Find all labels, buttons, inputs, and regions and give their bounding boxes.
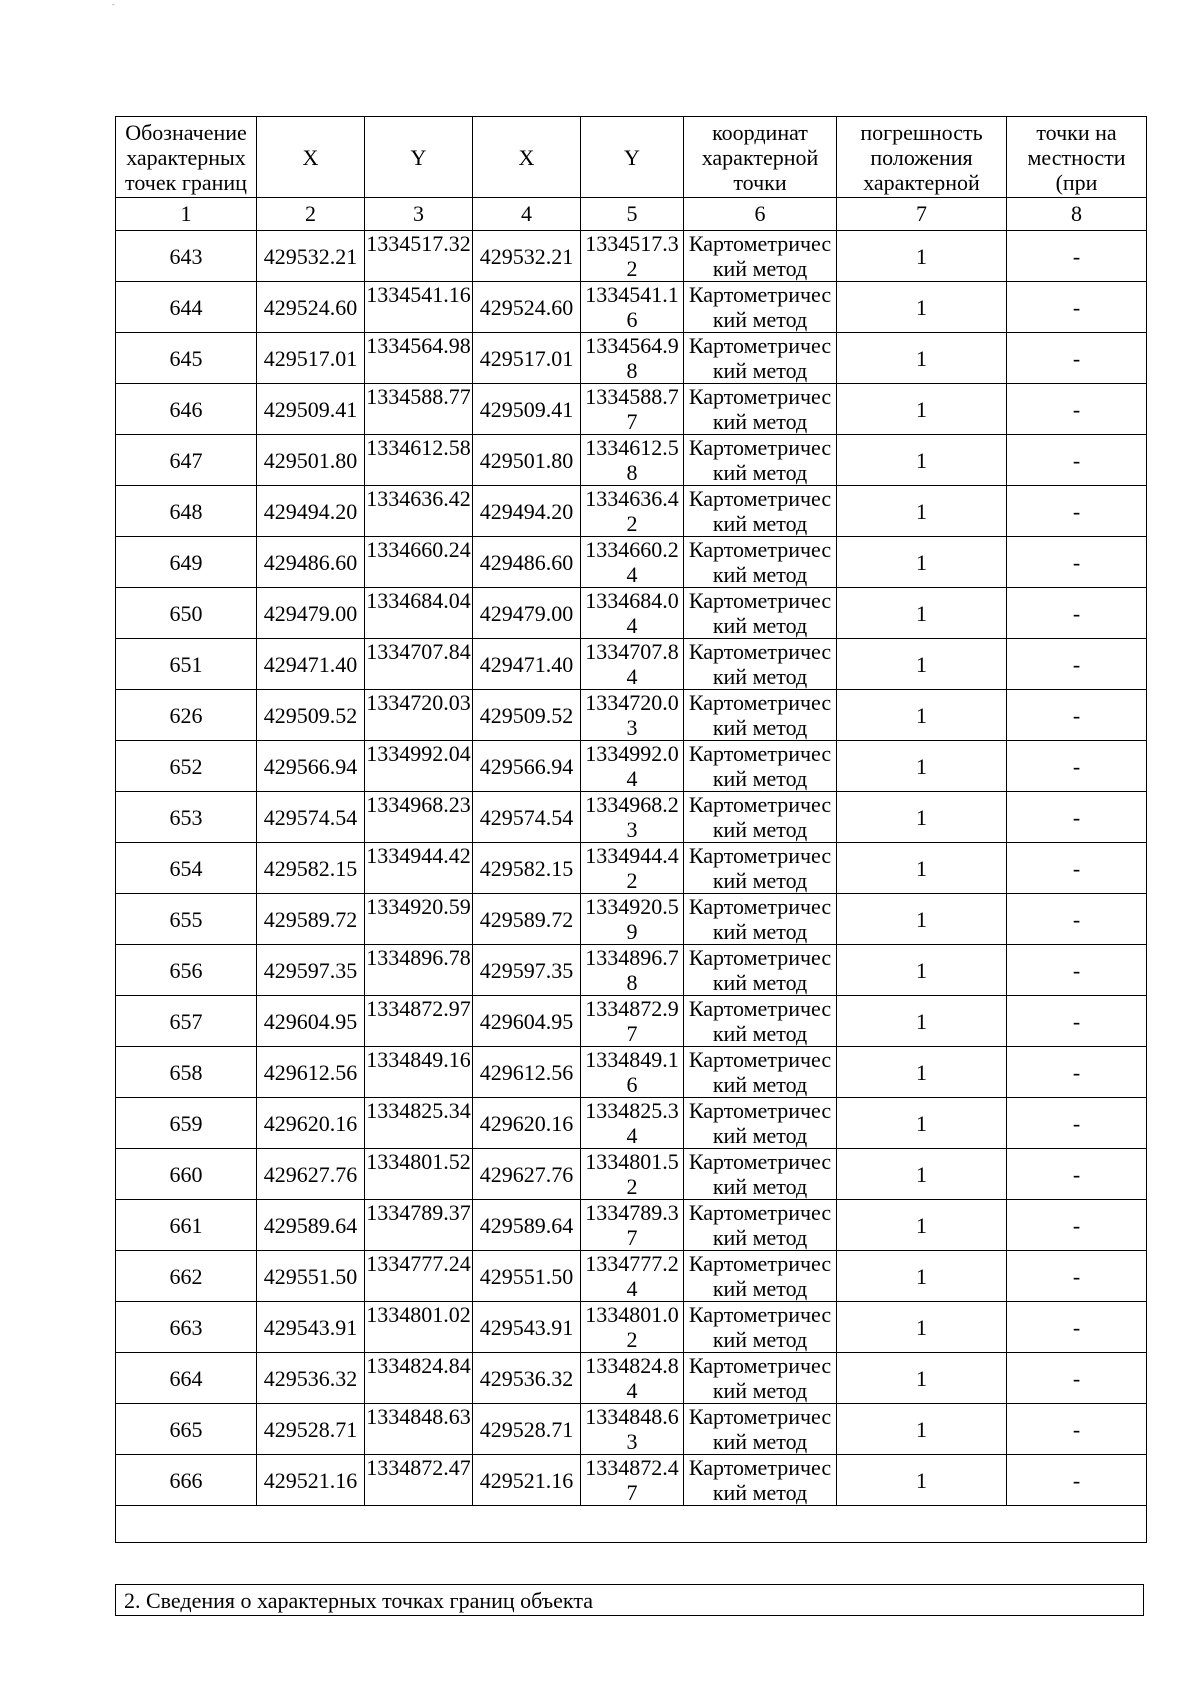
x-cell: 429589.72 — [473, 894, 581, 945]
accuracy-cell: 1 — [837, 1353, 1007, 1404]
point-cell: 656 — [116, 945, 257, 996]
x-cell: 429532.21 — [473, 231, 581, 282]
column-number: 6 — [684, 198, 837, 231]
accuracy-cell: 1 — [837, 996, 1007, 1047]
y-cell: 1334660.24 — [365, 537, 473, 588]
x-cell: 429486.60 — [473, 537, 581, 588]
point-cell: 660 — [116, 1149, 257, 1200]
header-cell: Обозначение характерных точек границ — [116, 117, 257, 198]
point-cell: 645 — [116, 333, 257, 384]
y-cell: 1334824.84 — [581, 1353, 684, 1404]
y-cell: 1334896.78 — [365, 945, 473, 996]
x-cell: 429536.32 — [257, 1353, 365, 1404]
note-cell: - — [1007, 384, 1147, 435]
y-cell: 1334564.98 — [581, 333, 684, 384]
point-cell: 649 — [116, 537, 257, 588]
y-cell: 1334944.42 — [581, 843, 684, 894]
x-cell: 429524.60 — [257, 282, 365, 333]
point-cell: 651 — [116, 639, 257, 690]
table-row — [116, 741, 1147, 792]
x-cell: 429589.64 — [257, 1200, 365, 1251]
y-cell: 1334848.63 — [365, 1404, 473, 1455]
method-cell: Картометрический метод — [684, 1353, 837, 1404]
note-cell: - — [1007, 843, 1147, 894]
y-cell: 1334517.32 — [365, 231, 473, 282]
note-cell: - — [1007, 1455, 1147, 1506]
method-cell: Картометрический метод — [684, 486, 837, 537]
header-cell: координат характерной точки — [684, 117, 837, 198]
y-cell: 1334789.37 — [581, 1200, 684, 1251]
point-cell: 657 — [116, 996, 257, 1047]
method-cell: Картометрический метод — [684, 690, 837, 741]
x-cell: 429501.80 — [473, 435, 581, 486]
y-cell: 1334684.04 — [365, 588, 473, 639]
method-cell: Картометрический метод — [684, 894, 837, 945]
point-cell: 662 — [116, 1251, 257, 1302]
x-cell: 429509.52 — [473, 690, 581, 741]
accuracy-cell: 1 — [837, 333, 1007, 384]
note-cell: - — [1007, 894, 1147, 945]
method-cell: Картометрический метод — [684, 1455, 837, 1506]
x-cell: 429471.40 — [473, 639, 581, 690]
table-row — [116, 486, 1147, 537]
column-number: 7 — [837, 198, 1007, 231]
column-number: 4 — [473, 198, 581, 231]
table-row — [116, 588, 1147, 639]
method-cell: Картометрический метод — [684, 1149, 837, 1200]
method-cell: Картометрический метод — [684, 1098, 837, 1149]
empty-cell — [116, 1506, 1147, 1543]
y-cell: 1334825.34 — [581, 1098, 684, 1149]
x-cell: 429543.91 — [473, 1302, 581, 1353]
table-row — [116, 945, 1147, 996]
table-row — [116, 1098, 1147, 1149]
accuracy-cell: 1 — [837, 690, 1007, 741]
x-cell: 429589.64 — [473, 1200, 581, 1251]
note-cell: - — [1007, 1149, 1147, 1200]
method-cell: Картометрический метод — [684, 792, 837, 843]
method-cell: Картометрический метод — [684, 741, 837, 792]
point-cell: 652 — [116, 741, 257, 792]
point-cell: 664 — [116, 1353, 257, 1404]
x-cell: 429536.32 — [473, 1353, 581, 1404]
note-cell: - — [1007, 588, 1147, 639]
y-cell: 1334720.03 — [365, 690, 473, 741]
x-cell: 429604.95 — [257, 996, 365, 1047]
accuracy-cell: 1 — [837, 843, 1007, 894]
accuracy-cell: 1 — [837, 1404, 1007, 1455]
column-number: 1 — [116, 198, 257, 231]
table-row — [116, 1302, 1147, 1353]
point-cell: 666 — [116, 1455, 257, 1506]
y-cell: 1334777.24 — [365, 1251, 473, 1302]
method-cell: Картометрический метод — [684, 843, 837, 894]
x-cell: 429612.56 — [257, 1047, 365, 1098]
y-cell: 1334849.16 — [365, 1047, 473, 1098]
accuracy-cell: 1 — [837, 537, 1007, 588]
y-cell: 1334872.97 — [365, 996, 473, 1047]
note-cell: - — [1007, 1353, 1147, 1404]
table-body — [116, 117, 1147, 1543]
y-cell: 1334517.32 — [581, 231, 684, 282]
accuracy-cell: 1 — [837, 945, 1007, 996]
table-row — [116, 537, 1147, 588]
point-cell: 647 — [116, 435, 257, 486]
y-cell: 1334564.98 — [365, 333, 473, 384]
y-cell: 1334849.16 — [581, 1047, 684, 1098]
method-cell: Картометрический метод — [684, 996, 837, 1047]
x-cell: 429612.56 — [473, 1047, 581, 1098]
x-cell: 429582.15 — [473, 843, 581, 894]
point-cell: 644 — [116, 282, 257, 333]
note-cell: - — [1007, 486, 1147, 537]
accuracy-cell: 1 — [837, 1455, 1007, 1506]
scan-mark: - — [112, 0, 115, 9]
x-cell: 429524.60 — [473, 282, 581, 333]
x-cell: 429517.01 — [257, 333, 365, 384]
x-cell: 429501.80 — [257, 435, 365, 486]
y-cell: 1334992.04 — [581, 741, 684, 792]
x-cell: 429528.71 — [473, 1404, 581, 1455]
point-cell: 648 — [116, 486, 257, 537]
x-cell: 429551.50 — [473, 1251, 581, 1302]
y-cell: 1334872.47 — [365, 1455, 473, 1506]
y-cell: 1334825.34 — [365, 1098, 473, 1149]
note-cell: - — [1007, 690, 1147, 741]
y-cell: 1334848.63 — [581, 1404, 684, 1455]
table-row — [116, 1353, 1147, 1404]
x-cell: 429509.52 — [257, 690, 365, 741]
y-cell: 1334801.52 — [581, 1149, 684, 1200]
method-cell: Картометрический метод — [684, 1404, 837, 1455]
point-cell: 643 — [116, 231, 257, 282]
y-cell: 1334824.84 — [365, 1353, 473, 1404]
accuracy-cell: 1 — [837, 435, 1007, 486]
x-cell: 429604.95 — [473, 996, 581, 1047]
y-cell: 1334801.52 — [365, 1149, 473, 1200]
x-cell: 429471.40 — [257, 639, 365, 690]
empty-row — [116, 1506, 1147, 1543]
x-cell: 429574.54 — [257, 792, 365, 843]
accuracy-cell: 1 — [837, 282, 1007, 333]
column-number: 3 — [365, 198, 473, 231]
table-row — [116, 333, 1147, 384]
note-cell: - — [1007, 1302, 1147, 1353]
x-cell: 429627.76 — [473, 1149, 581, 1200]
y-cell: 1334801.02 — [365, 1302, 473, 1353]
y-cell: 1334612.58 — [581, 435, 684, 486]
accuracy-cell: 1 — [837, 741, 1007, 792]
x-cell: 429509.41 — [257, 384, 365, 435]
y-cell: 1334588.77 — [365, 384, 473, 435]
x-cell: 429494.20 — [473, 486, 581, 537]
note-cell: - — [1007, 1200, 1147, 1251]
x-cell: 429521.16 — [473, 1455, 581, 1506]
y-cell: 1334968.23 — [581, 792, 684, 843]
y-cell: 1334801.02 — [581, 1302, 684, 1353]
note-cell: - — [1007, 1251, 1147, 1302]
table-row — [116, 1200, 1147, 1251]
table-row — [116, 231, 1147, 282]
table-row — [116, 1404, 1147, 1455]
method-cell: Картометрический метод — [684, 1302, 837, 1353]
x-cell: 429566.94 — [257, 741, 365, 792]
y-cell: 1334789.37 — [365, 1200, 473, 1251]
method-cell: Картометрический метод — [684, 384, 837, 435]
x-cell: 429517.01 — [473, 333, 581, 384]
table-row — [116, 1455, 1147, 1506]
x-cell: 429543.91 — [257, 1302, 365, 1353]
table-row — [116, 639, 1147, 690]
x-cell: 429528.71 — [257, 1404, 365, 1455]
y-cell: 1334896.78 — [581, 945, 684, 996]
x-cell: 429486.60 — [257, 537, 365, 588]
note-cell: - — [1007, 1047, 1147, 1098]
note-cell: - — [1007, 333, 1147, 384]
point-cell: 655 — [116, 894, 257, 945]
column-number-row — [116, 198, 1147, 231]
y-cell: 1334612.58 — [365, 435, 473, 486]
note-cell: - — [1007, 435, 1147, 486]
point-cell: 665 — [116, 1404, 257, 1455]
accuracy-cell: 1 — [837, 1302, 1007, 1353]
coordinates-table — [115, 116, 1147, 1543]
y-cell: 1334944.42 — [365, 843, 473, 894]
y-cell: 1334660.24 — [581, 537, 684, 588]
table-row — [116, 1149, 1147, 1200]
table-row — [116, 843, 1147, 894]
y-cell: 1334541.16 — [365, 282, 473, 333]
note-cell: - — [1007, 282, 1147, 333]
y-cell: 1334636.42 — [581, 486, 684, 537]
method-cell: Картометрический метод — [684, 333, 837, 384]
accuracy-cell: 1 — [837, 894, 1007, 945]
x-cell: 429479.00 — [257, 588, 365, 639]
point-cell: 661 — [116, 1200, 257, 1251]
note-cell: - — [1007, 639, 1147, 690]
method-cell: Картометрический метод — [684, 1047, 837, 1098]
y-cell: 1334872.47 — [581, 1455, 684, 1506]
y-cell: 1334920.59 — [365, 894, 473, 945]
note-cell: - — [1007, 537, 1147, 588]
accuracy-cell: 1 — [837, 1047, 1007, 1098]
method-cell: Картометрический метод — [684, 588, 837, 639]
note-cell: - — [1007, 792, 1147, 843]
header-cell: X — [257, 117, 365, 198]
method-cell: Картометрический метод — [684, 945, 837, 996]
point-cell: 658 — [116, 1047, 257, 1098]
x-cell: 429509.41 — [473, 384, 581, 435]
point-cell: 653 — [116, 792, 257, 843]
accuracy-cell: 1 — [837, 1149, 1007, 1200]
table-row — [116, 690, 1147, 741]
table-row — [116, 435, 1147, 486]
header-cell: Y — [581, 117, 684, 198]
x-cell: 429597.35 — [473, 945, 581, 996]
y-cell: 1334684.04 — [581, 588, 684, 639]
point-cell: 654 — [116, 843, 257, 894]
y-cell: 1334588.77 — [581, 384, 684, 435]
method-cell: Картометрический метод — [684, 639, 837, 690]
x-cell: 429620.16 — [257, 1098, 365, 1149]
method-cell: Картометрический метод — [684, 1200, 837, 1251]
point-cell: 646 — [116, 384, 257, 435]
accuracy-cell: 1 — [837, 1200, 1007, 1251]
note-cell: - — [1007, 1098, 1147, 1149]
accuracy-cell: 1 — [837, 486, 1007, 537]
y-cell: 1334992.04 — [365, 741, 473, 792]
column-number: 5 — [581, 198, 684, 231]
header-cell: точки на местности (при — [1007, 117, 1147, 198]
table-row — [116, 384, 1147, 435]
column-number: 8 — [1007, 198, 1147, 231]
note-cell: - — [1007, 231, 1147, 282]
x-cell: 429566.94 — [473, 741, 581, 792]
note-cell: - — [1007, 996, 1147, 1047]
x-cell: 429620.16 — [473, 1098, 581, 1149]
x-cell: 429589.72 — [257, 894, 365, 945]
table-row — [116, 894, 1147, 945]
note-cell: - — [1007, 741, 1147, 792]
x-cell: 429494.20 — [257, 486, 365, 537]
x-cell: 429582.15 — [257, 843, 365, 894]
y-cell: 1334541.16 — [581, 282, 684, 333]
accuracy-cell: 1 — [837, 639, 1007, 690]
note-cell: - — [1007, 1404, 1147, 1455]
column-number: 2 — [257, 198, 365, 231]
table-row — [116, 1251, 1147, 1302]
x-cell: 429597.35 — [257, 945, 365, 996]
accuracy-cell: 1 — [837, 792, 1007, 843]
method-cell: Картометрический метод — [684, 1251, 837, 1302]
table-row — [116, 792, 1147, 843]
method-cell: Картометрический метод — [684, 282, 837, 333]
method-cell: Картометрический метод — [684, 435, 837, 486]
y-cell: 1334920.59 — [581, 894, 684, 945]
point-cell: 626 — [116, 690, 257, 741]
x-cell: 429479.00 — [473, 588, 581, 639]
y-cell: 1334636.42 — [365, 486, 473, 537]
y-cell: 1334720.03 — [581, 690, 684, 741]
accuracy-cell: 1 — [837, 1251, 1007, 1302]
x-cell: 429551.50 — [257, 1251, 365, 1302]
x-cell: 429521.16 — [257, 1455, 365, 1506]
point-cell: 659 — [116, 1098, 257, 1149]
header-cell: Y — [365, 117, 473, 198]
method-cell: Картометрический метод — [684, 231, 837, 282]
accuracy-cell: 1 — [837, 384, 1007, 435]
x-cell: 429574.54 — [473, 792, 581, 843]
y-cell: 1334872.97 — [581, 996, 684, 1047]
header-cell: погрешность положения характерной — [837, 117, 1007, 198]
section-heading: 2. Сведения о характерных точках границ объекта — [115, 1584, 1144, 1616]
y-cell: 1334707.84 — [581, 639, 684, 690]
y-cell: 1334707.84 — [365, 639, 473, 690]
note-cell: - — [1007, 945, 1147, 996]
y-cell: 1334968.23 — [365, 792, 473, 843]
header-cell: X — [473, 117, 581, 198]
accuracy-cell: 1 — [837, 1098, 1007, 1149]
table-row — [116, 996, 1147, 1047]
method-cell: Картометрический метод — [684, 537, 837, 588]
point-cell: 663 — [116, 1302, 257, 1353]
accuracy-cell: 1 — [837, 231, 1007, 282]
x-cell: 429532.21 — [257, 231, 365, 282]
point-cell: 650 — [116, 588, 257, 639]
table-row — [116, 282, 1147, 333]
header-row — [116, 117, 1147, 198]
y-cell: 1334777.24 — [581, 1251, 684, 1302]
accuracy-cell: 1 — [837, 588, 1007, 639]
x-cell: 429627.76 — [257, 1149, 365, 1200]
table-row — [116, 1047, 1147, 1098]
